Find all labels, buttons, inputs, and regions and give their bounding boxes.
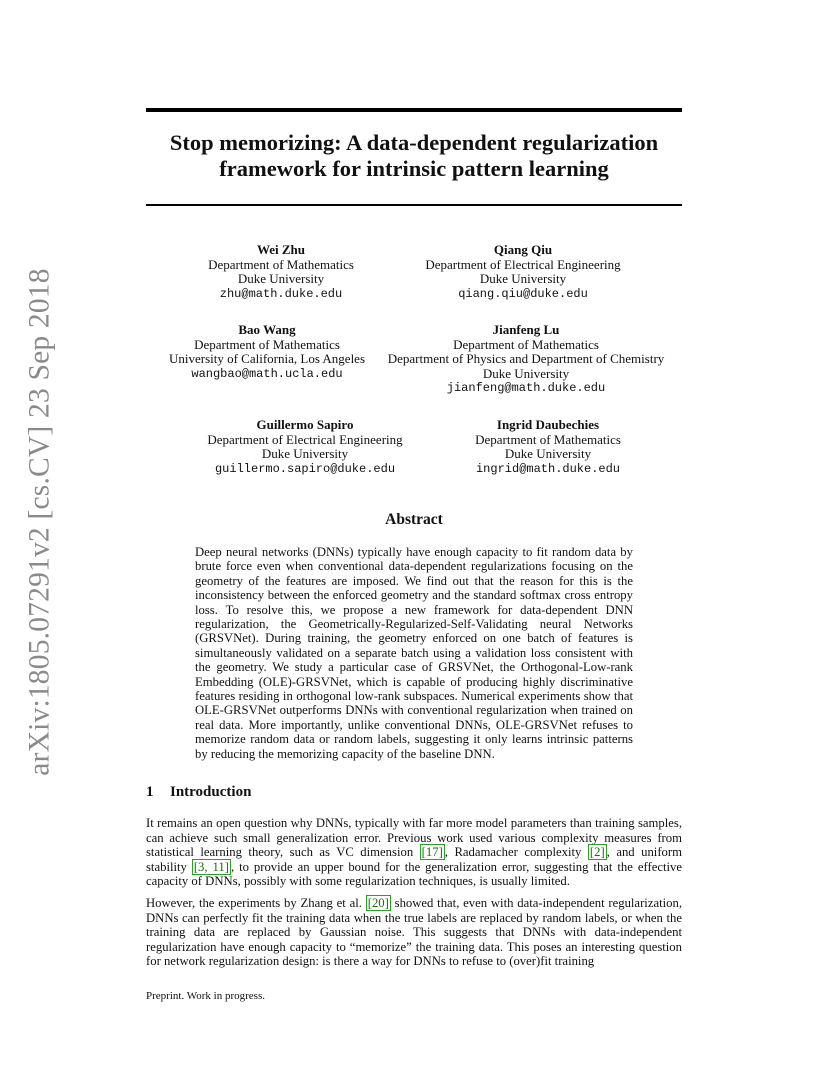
citation-link[interactable]: [20]	[367, 896, 389, 910]
author-email[interactable]: qiang.qiu@duke.edu	[458, 286, 588, 301]
abstract-heading: Abstract	[385, 511, 443, 528]
paragraph-text: It remains an open question why DNNs, typically with far more model parameters than training samples, can achieve such small generalization error. Previous work used various complexity measures from statistical learning theory, such as VC dimension	[146, 816, 682, 859]
paragraph-text: However, the experiments by Zhang et al.	[146, 896, 366, 910]
section-number: 1	[146, 784, 154, 800]
author-block	[475, 418, 621, 476]
section-title: Introduction	[170, 784, 252, 800]
author-affiliation: Department of Physics and Department of Chemistry	[387, 351, 665, 367]
author-affiliation: Duke University	[237, 271, 325, 287]
author-affiliation: Department of Mathematics	[194, 336, 340, 352]
author-block	[169, 323, 365, 381]
author-affiliation: Department of Electrical Engineering	[207, 431, 403, 447]
author-affiliation: Department of Mathematics	[453, 336, 599, 352]
author-affiliation: Duke University	[504, 446, 592, 462]
title-bottom-rule	[146, 204, 682, 206]
abstract-text: Deep neural networks (DNNs) typically have enough capacity to fit random data by brute force even when conventional data-dependent regularizations focusing on the geometry of the features are imposed. We find out that the reason for this is the inconsistency between the enforced geometry and the standard softmax cross entropy loss. To resolve this, we propose a new framework for data-dependent DNN regularization, the Geometrically-Regularized-Self-Validating neural Networks (GRSVNet). During training, the geometry enforced on one batch of features is simultaneously validated on a separate batch using a validation loss consistent with the geometry. We study a particular case of GRSVNet, the Orthogonal-Low-rank Embedding (OLE)-GRSVNet, which is capable of producing highly discriminative features residing in orthogonal low-rank subspaces. Numerical experiments show that OLE-GRSVNet outperforms DNNs with conventional regularization when trained on real data. More importantly, unlike conventional DNNs, OLE-GRSVNet refuses to memorize random data or random labels, suggesting it only learns intrinsic patterns by reducing the memorizing capacity of the baseline DNN.	[195, 545, 633, 761]
intro-paragraph	[146, 816, 682, 889]
intro-paragraph	[146, 896, 682, 969]
footer-note: Preprint. Work in progress.	[146, 990, 265, 1002]
author-block	[388, 323, 665, 396]
author-block	[207, 418, 402, 476]
title-line: Stop memorizing: A data-dependent regularization	[169, 130, 659, 155]
author-affiliation: Duke University	[479, 271, 567, 287]
author-email[interactable]: wangbao@math.ucla.edu	[191, 366, 343, 381]
author-affiliation: Department of Mathematics	[208, 256, 354, 272]
author-email[interactable]: jianfeng@math.duke.edu	[446, 381, 606, 396]
paragraph-text: , and uniform stability	[146, 845, 682, 874]
author-affiliation: University of California, Los Angeles	[168, 351, 366, 367]
author-name: Jianfeng Lu	[492, 322, 560, 337]
author-email[interactable]: zhu@math.duke.edu	[219, 286, 343, 301]
paper-title	[146, 130, 682, 182]
author-affiliation: Department of Mathematics	[475, 431, 621, 447]
author-block	[208, 243, 354, 301]
paragraph-text: showed that, even with data-independent regularization, DNNs can perfectly fit the training data when the true labels are replaced by random labels, or when the training data are replaced by Gaussian noise. This suggests that DNNs with data-independent regularization have enough capacity to “memorize” the training data. This poses an interesting question for network regularization design: is there a way for DNNs to refuse to (over)fit training	[146, 896, 682, 968]
author-affiliation: Duke University	[482, 365, 570, 381]
author-name: Ingrid Daubechies	[496, 417, 600, 432]
author-name: Qiang Qiu	[493, 242, 553, 257]
citation-link[interactable]: [2]	[589, 845, 605, 859]
author-name: Wei Zhu	[256, 242, 306, 257]
author-affiliation: Duke University	[261, 446, 349, 462]
author-affiliation: Department of Electrical Engineering	[425, 256, 621, 272]
arxiv-stamp: arXiv:1805.07291v2 [cs.CV] 23 Sep 2018	[23, 268, 56, 776]
citation-link[interactable]: [3, 11]	[193, 859, 229, 874]
author-name: Guillermo Sapiro	[256, 417, 354, 432]
title-top-rule	[146, 108, 682, 112]
section-heading	[146, 784, 251, 801]
author-email[interactable]: guillermo.sapiro@duke.edu	[214, 461, 396, 476]
paragraph-text: , Radamacher complexity	[444, 845, 588, 859]
author-block	[425, 243, 620, 301]
paragraph-text: , to provide an upper bound for the generalization error, suggesting that the effective capacity of DNNs, possibly with some regularization techniques, is usually limited.	[146, 859, 682, 888]
author-email[interactable]: ingrid@math.duke.edu	[475, 461, 621, 476]
title-line: framework for intrinsic pattern learning	[219, 156, 609, 181]
citation-link[interactable]: [17]	[421, 845, 443, 859]
author-name: Bao Wang	[238, 322, 296, 337]
